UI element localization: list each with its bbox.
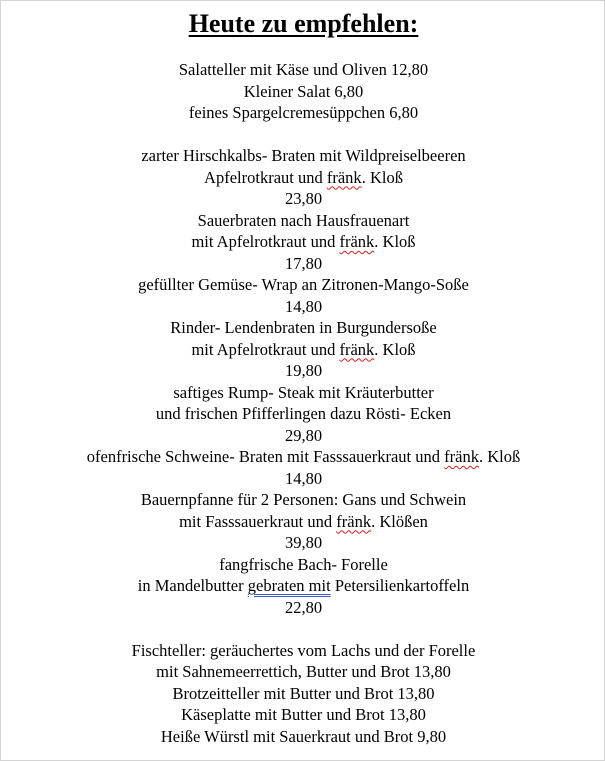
- menu-item-rump-steak: saftiges Rump- Steak mit Kräuterbutter: [173, 382, 434, 402]
- menu-item-hirschkalbs-braten: zarter Hirschkalbs- Braten mit Wildpreiselbeeren: [141, 146, 466, 165]
- menu-item-description: Apfelrotkraut und fränk. Kloß: [204, 167, 403, 187]
- spelling-underline: fränk: [339, 232, 375, 251]
- menu-item-price: 17,80: [284, 253, 323, 273]
- page-title: Heute zu empfehlen:: [188, 9, 419, 38]
- spelling-underline: fränk: [326, 167, 362, 187]
- menu-item-gemuese-wrap: gefüllter Gemüse- Wrap an Zitronen-Mango-Soße: [138, 275, 469, 294]
- spelling-underline: fränk: [444, 447, 479, 466]
- spelling-underline: fränk: [339, 339, 375, 359]
- menu-item-schweine-braten: ofenfrische Schweine- Braten mit Fasssauerkraut und fränk. Kloß: [86, 447, 521, 466]
- menu-item-description: mit Apfelrotkraut und fränk. Kloß: [191, 232, 416, 251]
- menu-item-price: 14,80: [284, 468, 323, 488]
- menu-item-price: 39,80: [284, 533, 323, 552]
- menu-item-price: 23,80: [284, 189, 323, 208]
- menu-item-bach-forelle: fangfrische Bach- Forelle: [219, 554, 388, 574]
- menu-item-heisse-wuerstl: Heiße Würstl mit Sauerkraut und Brot 9,80: [160, 726, 447, 746]
- menu-item-fischteller: Fischteller: geräuchertes vom Lachs und der Forelle: [131, 640, 476, 660]
- menu-item-description: mit Sahnemeerrettich, Butter und Brot 13,80: [156, 662, 451, 681]
- menu-item-rinder-lendenbraten: Rinder- Lendenbraten in Burgundersoße: [170, 318, 437, 337]
- spacer: [1, 618, 605, 640]
- spacer: [1, 124, 605, 146]
- grammar-underline: gebraten mit: [247, 576, 331, 595]
- menu-item-bauernpfanne: Bauernpfanne für 2 Personen: Gans und Schwein: [140, 490, 467, 509]
- menu-item-kleiner-salat: Kleiner Salat 6,80: [243, 81, 364, 101]
- menu-item-description: mit Fasssauerkraut und fränk. Klößen: [179, 511, 428, 531]
- menu-item-sauerbraten: Sauerbraten nach Hausfrauenart: [197, 210, 410, 230]
- menu-list: [1, 59, 605, 747]
- menu-item-spargelcremesueppchen: feines Spargelcremesüppchen 6,80: [188, 103, 419, 122]
- menu-item-price: 29,80: [284, 425, 323, 445]
- menu-item-description: in Mandelbutter gebraten mit Petersilienkartoffeln: [137, 576, 470, 595]
- menu-item-description: mit Apfelrotkraut und fränk. Kloß: [191, 339, 416, 359]
- spelling-underline: fränk: [336, 511, 372, 531]
- menu-item-description: und frischen Pfifferlingen dazu Rösti- Ecken: [155, 404, 452, 423]
- menu-item-salatteller: Salatteller mit Käse und Oliven 12,80: [178, 60, 429, 79]
- menu-item-brotzeitteller: Brotzeitteller mit Butter und Brot 13,80: [172, 683, 435, 703]
- menu-item-price: 19,80: [284, 361, 323, 380]
- menu-item-price: 14,80: [284, 296, 323, 316]
- menu-item-price: 22,80: [284, 597, 323, 617]
- menu-item-kaeseplatte: Käseplatte mit Butter und Brot 13,80: [181, 705, 426, 724]
